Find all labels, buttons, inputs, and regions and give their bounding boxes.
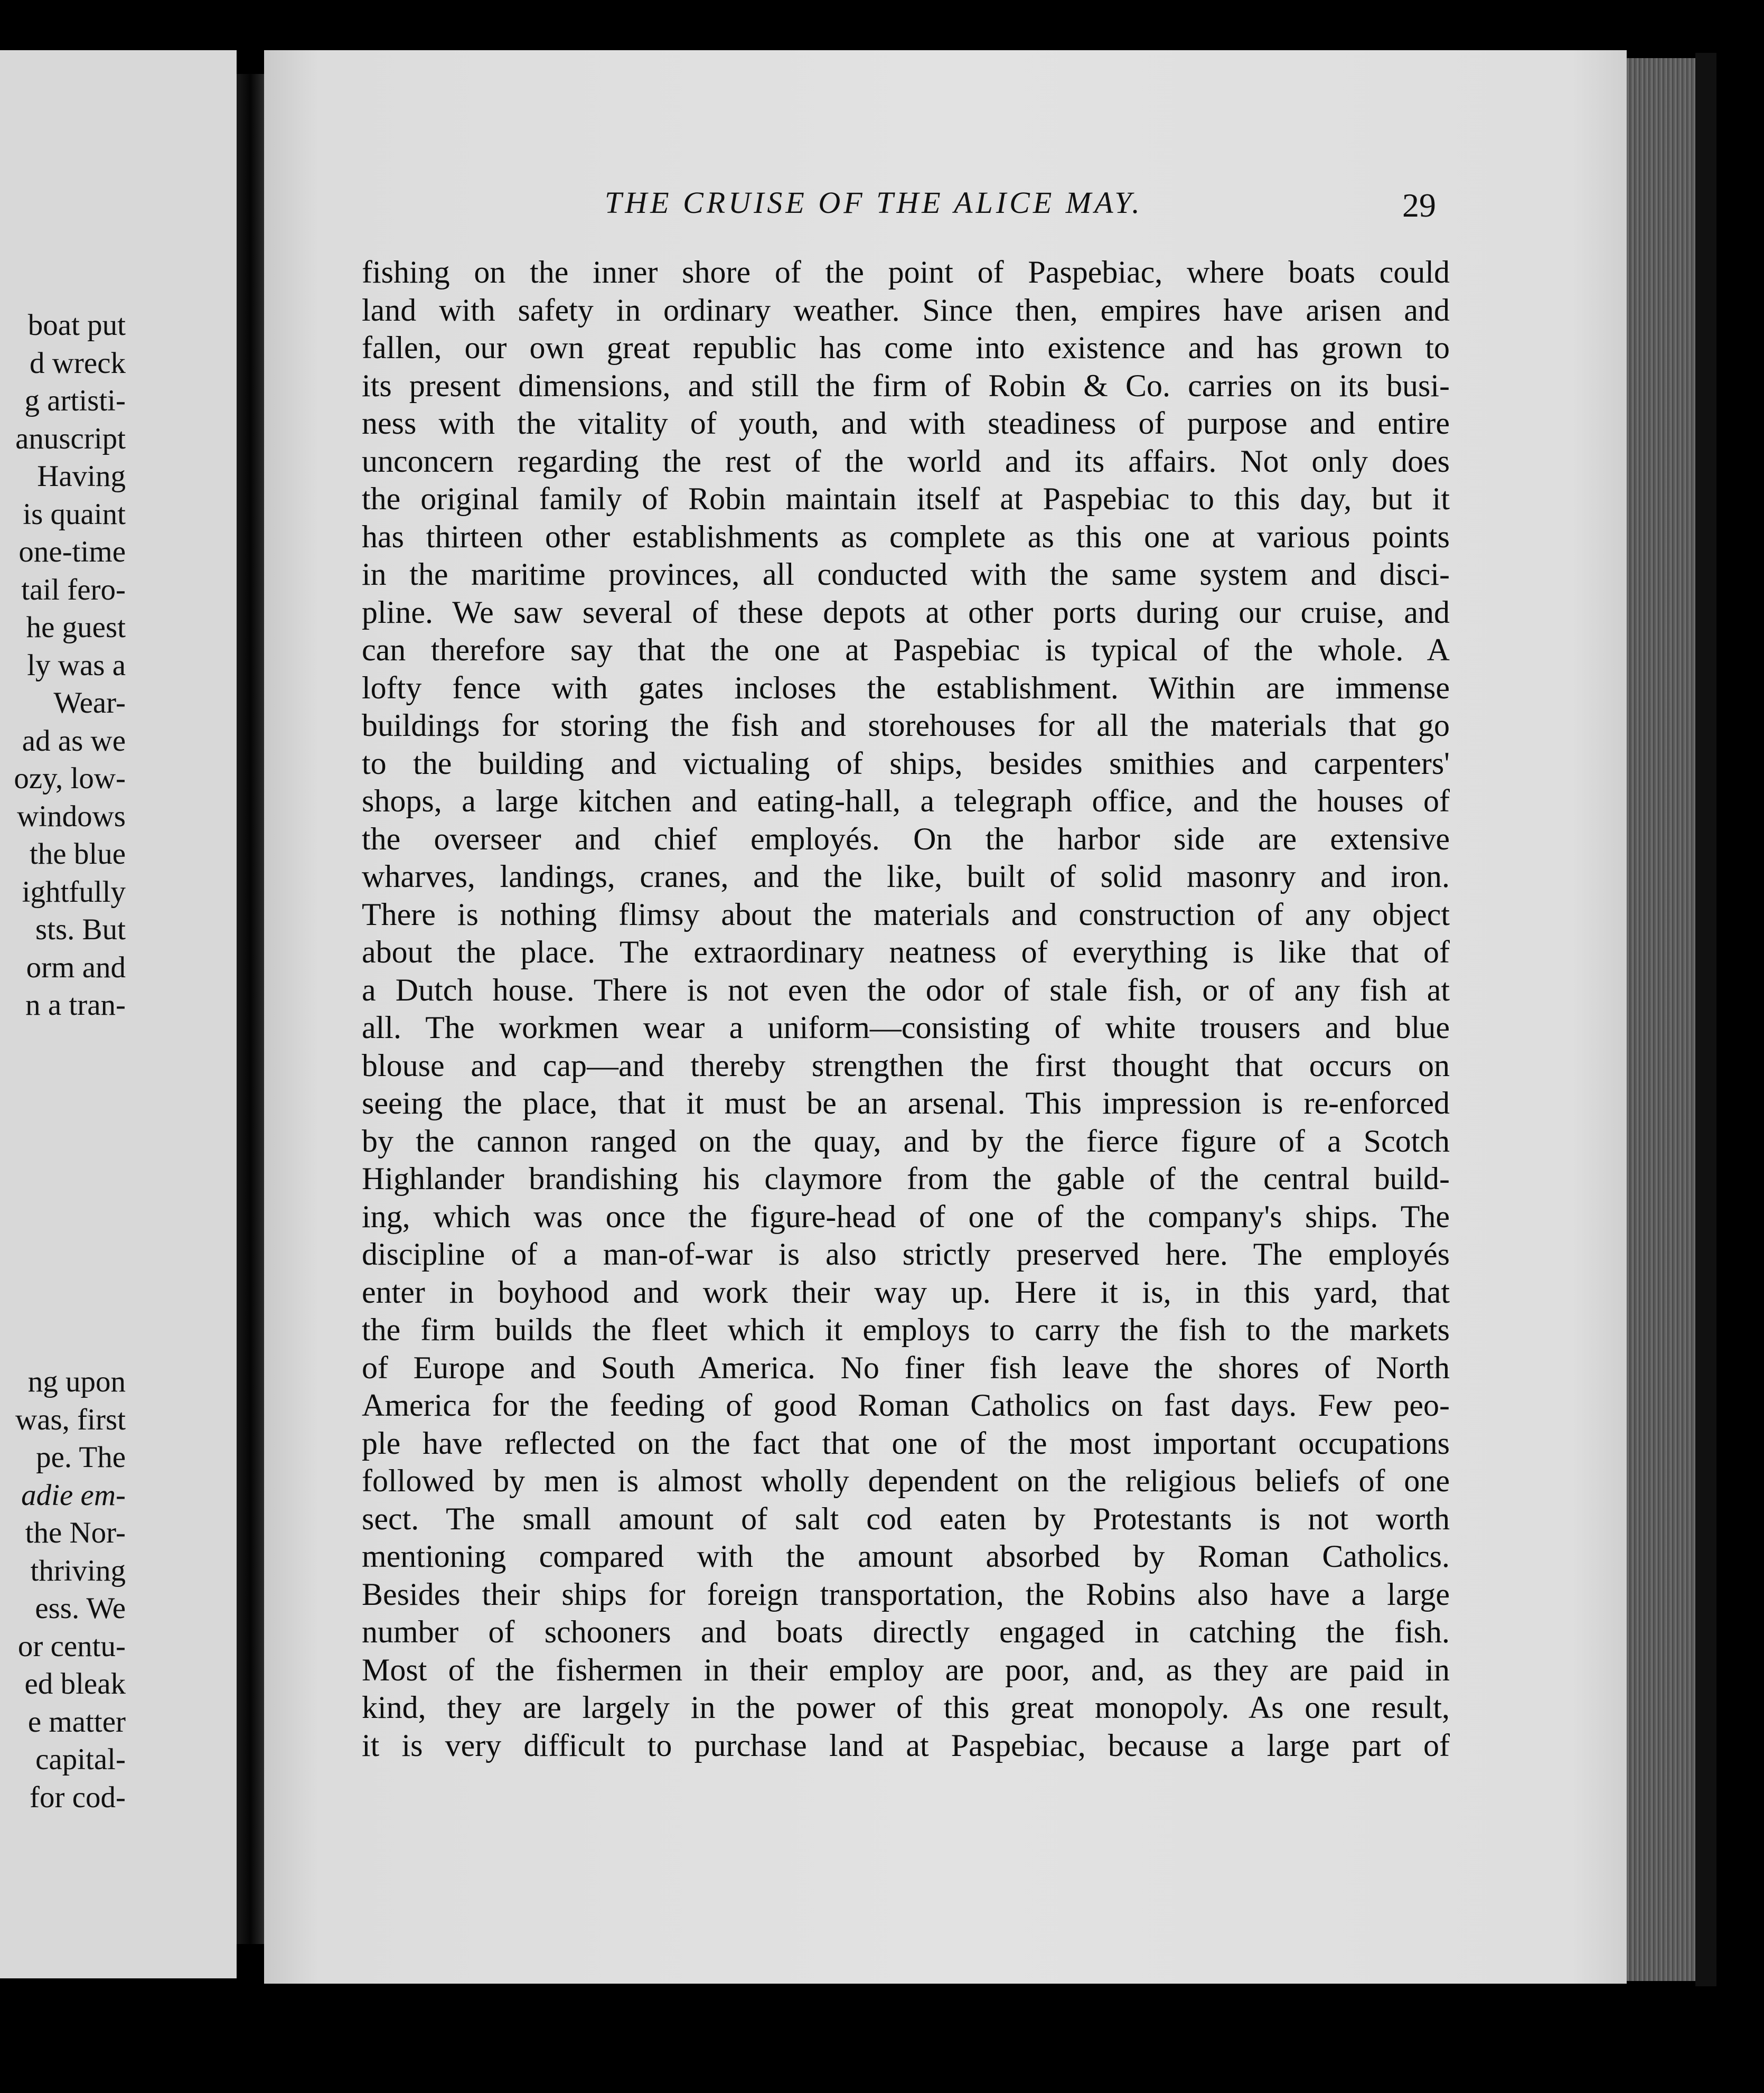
facing-line: one-time	[18, 535, 126, 568]
facing-line: adie em-	[21, 1478, 126, 1512]
facing-line: the Nor-	[25, 1516, 126, 1549]
text-line: of Europe and South America. No finer fish leave the shores of North	[362, 1350, 1450, 1385]
facing-line: ed bleak	[24, 1667, 126, 1700]
facing-line: tail fero-	[21, 573, 126, 606]
facing-line: ad as we	[22, 724, 126, 758]
gutter-shadow	[237, 74, 264, 1944]
text-line: the firm builds the fleet which it employs to carry the fish to the markets	[362, 1312, 1450, 1347]
body-paragraph	[362, 254, 1450, 1764]
text-line: ness with the vitality of youth, and with steadiness of purpose and entire	[362, 406, 1450, 441]
text-line: fallen, our own great republic has come into existence and has grown to	[362, 330, 1450, 365]
facing-line: g artisti-	[24, 384, 126, 417]
facing-line: ightfully	[22, 875, 126, 909]
facing-line: capital-	[35, 1743, 126, 1776]
text-line: ing, which was once the figure-head of one of the company's ships. The	[362, 1199, 1450, 1234]
text-line: enter in boyhood and work their way up. Here it is, in this yard, that	[362, 1274, 1450, 1310]
facing-line: ozy, low-	[14, 762, 126, 795]
running-head: THE CRUISE OF THE ALICE MAY.	[605, 185, 1143, 220]
facing-line: orm and	[26, 950, 126, 984]
text-line: lofty fence with gates incloses the establishment. Within are immense	[362, 670, 1450, 705]
text-line: America for the feeding of good Roman Catholics on fast days. Few peo-	[362, 1388, 1450, 1423]
text-line: it is very difficult to purchase land at Paspebiac, because a large part of	[362, 1727, 1450, 1763]
facing-line: ess. We	[35, 1592, 126, 1625]
facing-line: or centu-	[17, 1629, 126, 1663]
cover-edge	[1695, 53, 1716, 1986]
facing-line: was, first	[15, 1403, 126, 1436]
facing-line: anuscript	[15, 422, 126, 455]
text-line: fishing on the inner shore of the point of Paspebiac, where boats could	[362, 255, 1450, 289]
facing-line: for cod-	[30, 1780, 126, 1814]
text-line: followed by men is almost wholly dependent on the religious beliefs of one	[362, 1463, 1450, 1498]
facing-page-upper-text	[0, 306, 126, 1024]
text-line: by the cannon ranged on the quay, and by the fierce figure of a Scotch	[362, 1123, 1450, 1158]
text-line: ple have reflected on the fact that one of the most important occupations	[362, 1425, 1450, 1461]
facing-line: e matter	[27, 1705, 126, 1739]
text-line: Highlander brandishing his claymore from the gable of the central build-	[362, 1161, 1450, 1196]
text-line: the original family of Robin maintain itself at Paspebiac to this day, but it	[362, 481, 1450, 516]
text-line: mentioning compared with the amount absorbed by Roman Catholics.	[362, 1539, 1450, 1574]
text-line: buildings for storing the fish and storehouses for all the materials that go	[362, 708, 1450, 743]
text-line: all. The workmen wear a uniform—consisting of white trousers and blue	[362, 1010, 1450, 1045]
facing-line: pe. The	[36, 1441, 126, 1474]
text-line: number of schooners and boats directly engaged in catching the fish.	[362, 1614, 1450, 1649]
text-line: land with safety in ordinary weather. Since then, empires have arisen and	[362, 292, 1450, 328]
text-line: unconcern regarding the rest of the world and its affairs. Not only does	[362, 443, 1450, 479]
facing-line: Wear-	[53, 686, 126, 720]
text-line: to the building and victualing of ships, besides smithies and carpenters'	[362, 745, 1450, 781]
text-line: Most of the fishermen in their employ are poor, and, as they are paid in	[362, 1652, 1450, 1687]
text-line: Besides their ships for foreign transportation, the Robins also have a large	[362, 1576, 1450, 1612]
facing-line: the blue	[29, 837, 126, 871]
text-line: There is nothing flimsy about the materials and construction of any object	[362, 896, 1450, 932]
text-line: wharves, landings, cranes, and the like, built of solid masonry and iron.	[362, 859, 1450, 894]
facing-line: Having	[37, 460, 126, 493]
text-line: kind, they are largely in the power of this great monopoly. As one result,	[362, 1690, 1450, 1725]
facing-line: ly was a	[27, 648, 126, 682]
text-line: in the maritime provinces, all conducted with the same system and disci-	[362, 557, 1450, 592]
facing-line: windows	[17, 799, 126, 833]
facing-page-fragment	[0, 50, 237, 1978]
facing-line: sts. But	[35, 913, 126, 946]
facing-line: d wreck	[30, 346, 126, 380]
text-line: blouse and cap—and thereby strengthen the first thought that occurs on	[362, 1048, 1450, 1083]
text-line: seeing the place, that it must be an arsenal. This impression is re-enforced	[362, 1086, 1450, 1120]
text-line: pline. We saw several of these depots at other ports during our cruise, and	[362, 594, 1450, 630]
page-number: 29	[1402, 186, 1436, 224]
facing-line: is quaint	[23, 497, 126, 531]
text-line: has thirteen other establishments as complete as this one at various points	[362, 519, 1450, 554]
text-line: discipline of a man-of-war is also strictly preserved here. The employés	[362, 1237, 1450, 1272]
text-line: can therefore say that the one at Paspebiac is typical of the whole. A	[362, 632, 1450, 667]
text-line: shops, a large kitchen and eating-hall, a telegraph office, and the houses of	[362, 783, 1450, 818]
text-line: its present dimensions, and still the firm of Robin & Co. carries on its busi-	[362, 368, 1450, 403]
page-block-edge	[1627, 58, 1695, 1981]
text-line: about the place. The extraordinary neatness of everything is like that of	[362, 935, 1450, 969]
facing-line: he guest	[26, 611, 126, 644]
facing-line: boat put	[27, 309, 126, 342]
facing-line: thriving	[30, 1554, 126, 1587]
text-line: a Dutch house. There is not even the odor of stale fish, or of any fish at	[362, 972, 1450, 1007]
facing-line: ng upon	[27, 1365, 126, 1398]
text-line: sect. The small amount of salt cod eaten by Protestants is not worth	[362, 1501, 1450, 1536]
facing-page-lower-text	[0, 1363, 126, 1816]
facing-line: n a tran-	[25, 988, 126, 1022]
text-line: the overseer and chief employés. On the harbor side are extensive	[362, 821, 1450, 856]
